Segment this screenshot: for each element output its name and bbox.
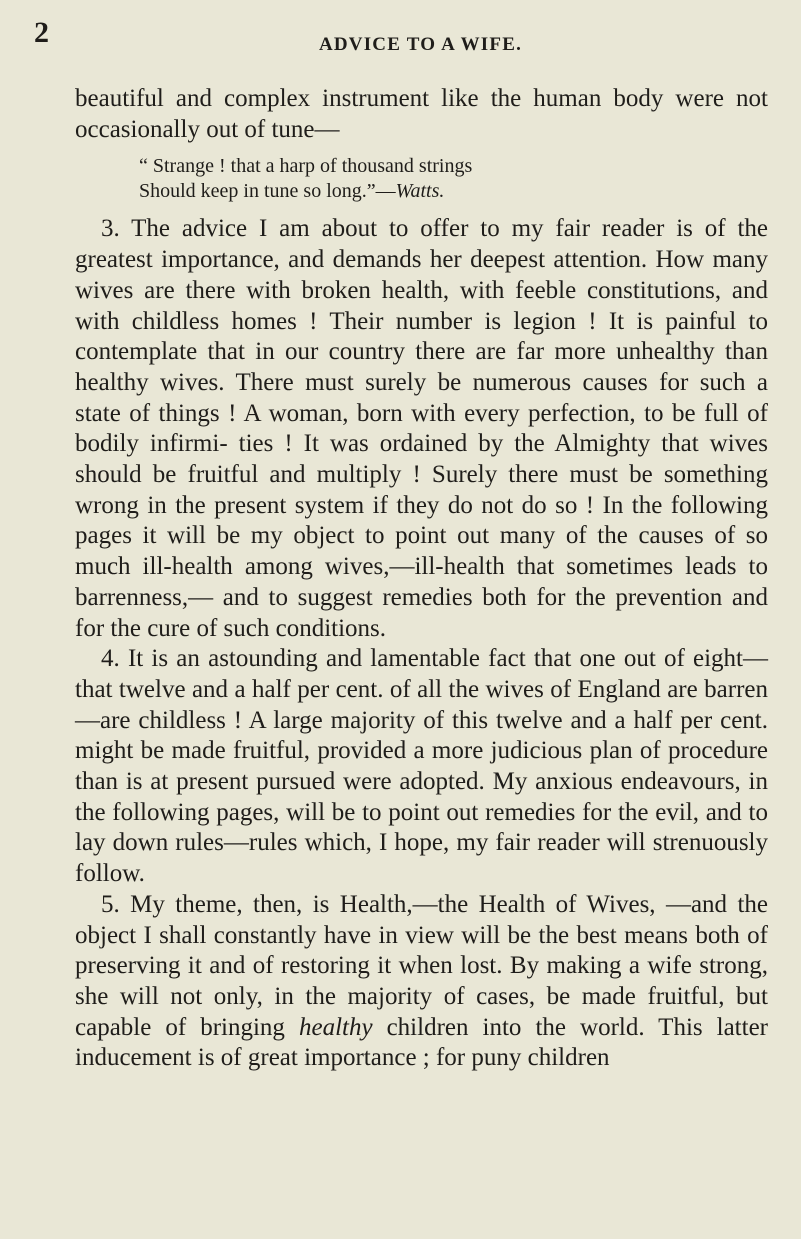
running-head: ADVICE TO A WIFE.: [318, 34, 523, 55]
page-number: 2: [34, 16, 49, 49]
paragraph-3: 3. The advice I am about to offer to my fair reader is of the greatest importance, and demands her deepest attention. How many wives are there with broken health, with feeble constitutions, and with childless homes ! Their number is legion ! It is painful to contemplate that in our country there are far more unhealthy than healthy wives. There must surely be numerous causes for such a state of things ! A woman, born with every perfection, to be full of bodily infirmi- ties ! It was ordained by the Almighty that wives should be fruitful and multiply ! Surely there must be something wrong in the present system if they do not do so ! In the following pages it will be my object to point out many of the causes of so much ill-health among wives,—ill-health that sometimes leads to barrenness,— and to suggest remedies both for the prevention and for the cure of such conditions.: [75, 215, 768, 642]
paragraph-5-emphasis: healthy: [298, 1013, 373, 1041]
body-text: [75, 84, 768, 1074]
opening-paragraph: beautiful and complex instrument like the human body were not occasionally out of tune—: [75, 85, 768, 143]
paragraph-5-text-b: children into the world. This latter inducement is of great importance ; for puny children: [75, 1013, 768, 1072]
quote-line-1: “ Strange ! that a harp of thousand strings: [139, 155, 473, 178]
paragraph-5-text-a: 5. My theme, then, is Health,—the Health of Wives, —and the object I shall constantly have in view will be the best means both of preserving it and of restoring it when lost. By making a wife strong, she will not only, in the majority of cases, be made fruitful, but capable of bringing: [75, 890, 768, 1041]
epigraph-quote: [75, 154, 768, 204]
paragraph-4: 4. It is an astounding and lamentable fact that one out of eight—that twelve and a half per cent. of all the wives of England are barren—are childless ! A large majority of this twelve and a half per cent. might be made fruitful, provided a more judicious plan of procedure than is at present pursued were adopted. My anxious endeavours, in the following pages, will be to point out remedies for the evil, and to lay down rules—rules which, I hope, my fair reader will strenuously follow.: [75, 645, 768, 888]
paragraph-5: [75, 890, 768, 1074]
quote-author: Watts.: [395, 180, 445, 203]
quote-line-2-text: Should keep in tune so long.”—: [139, 180, 396, 203]
quote-line-2: [139, 179, 768, 204]
